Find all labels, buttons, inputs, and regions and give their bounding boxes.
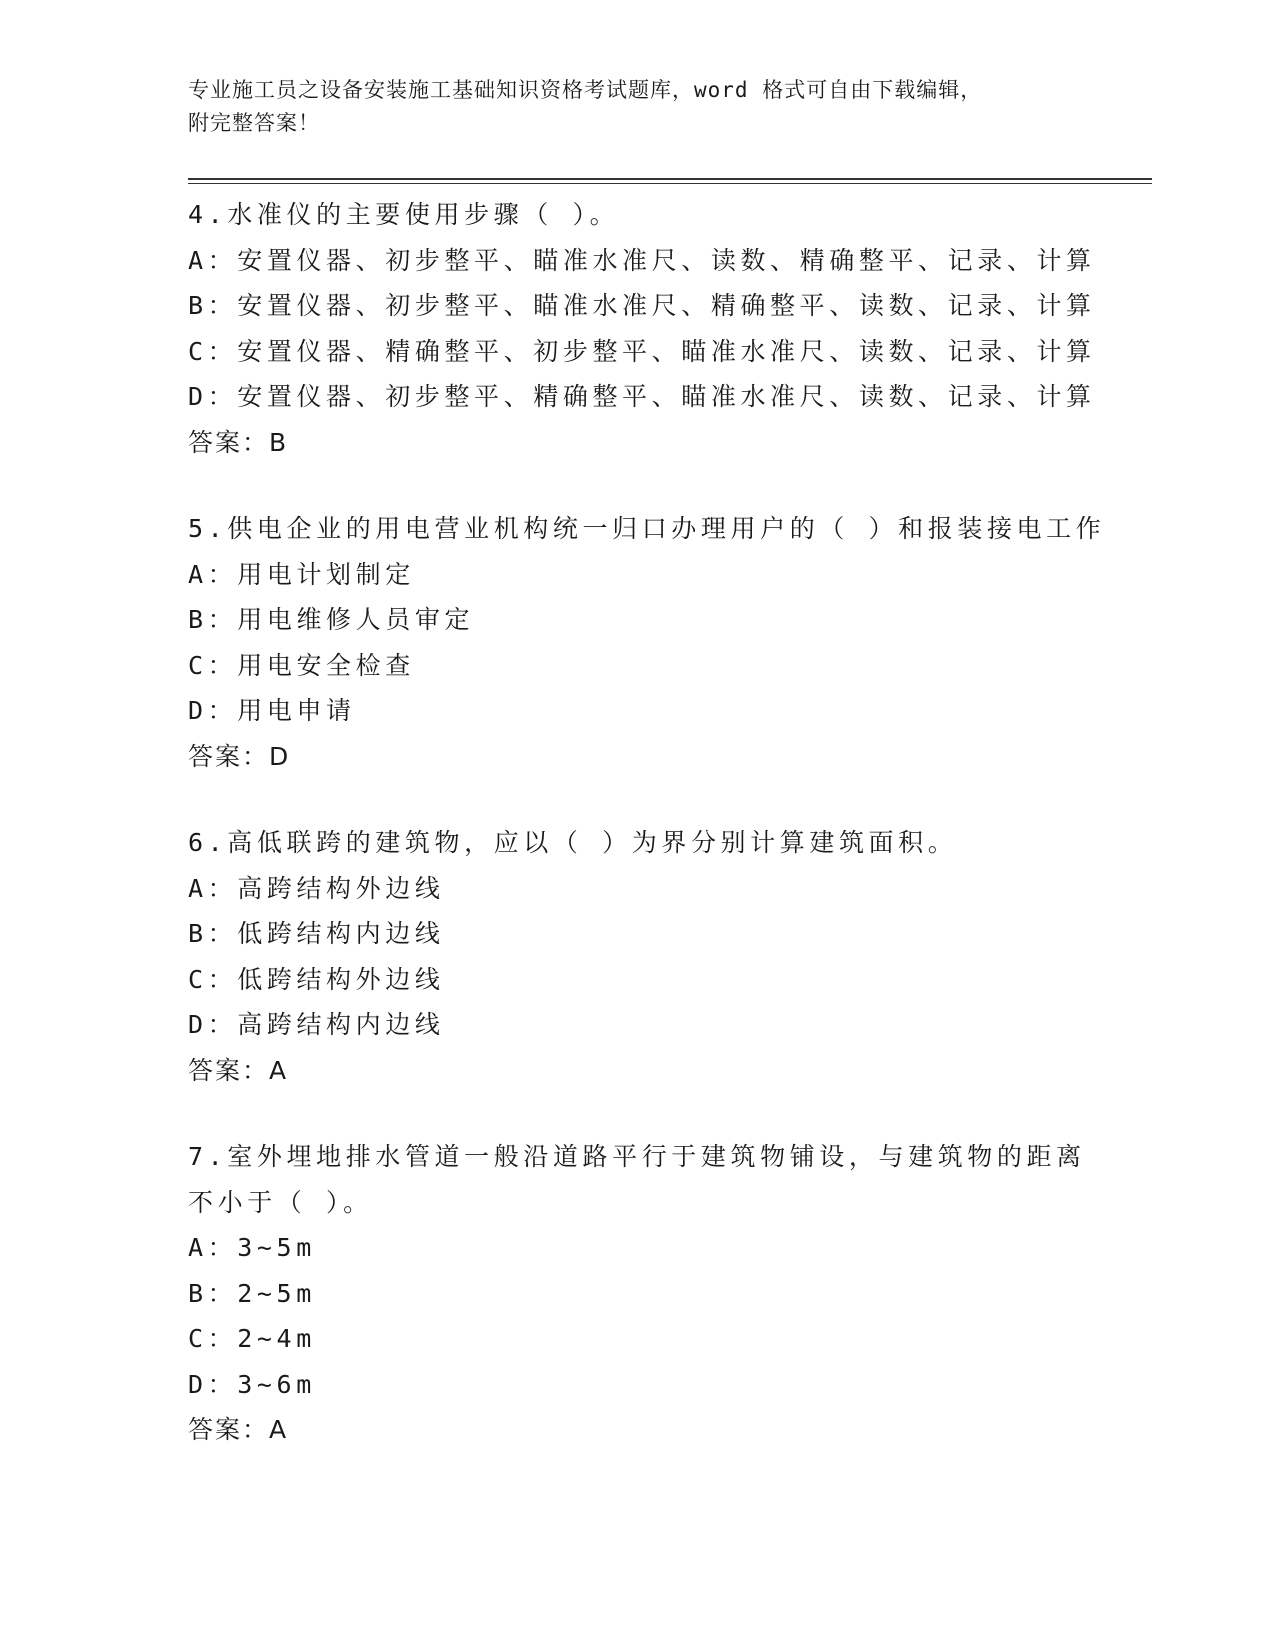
option-d: D：安置仪器、初步整平、精确整平、瞄准水准尺、读数、记录、计算 <box>188 382 1096 411</box>
answer-line: 答案：A <box>188 1055 289 1085</box>
option-b: B：低跨结构内边线 <box>188 919 445 948</box>
question-6 <box>188 820 1128 1093</box>
option-c: C：用电安全检查 <box>188 650 415 680</box>
option-c: C：2~4m <box>188 1324 316 1353</box>
option-b: B：2~5m <box>188 1278 316 1308</box>
option-b: B：安置仪器、初步整平、瞄准水准尺、精确整平、读数、记录、计算 <box>188 291 1096 320</box>
question-7 <box>188 1134 1128 1453</box>
question-list <box>188 192 1128 1494</box>
option-a: A：3~5m <box>188 1233 316 1262</box>
option-b: B：用电维修人员审定 <box>188 605 475 634</box>
answer-line: 答案：B <box>188 427 289 457</box>
option-a: A：高跨结构外边线 <box>188 873 445 903</box>
header-line-1: 专业施工员之设备安装施工基础知识资格考试题库，word 格式可自由下载编辑， <box>188 78 983 102</box>
question-stem: 5.供电企业的用电营业机构统一归口办理用户的（ ）和报装接电工作 <box>188 514 1106 543</box>
option-c: C：安置仪器、精确整平、初步整平、瞄准水准尺、读数、记录、计算 <box>188 336 1096 366</box>
option-d: D：用电申请 <box>188 696 356 725</box>
header-divider-thin <box>188 183 1152 184</box>
question-4 <box>188 192 1128 465</box>
question-stem-line-1: 7.室外埋地排水管道一般沿道路平行于建筑物铺设，与建筑物的距离 <box>188 1142 1086 1171</box>
question-stem: 4.水准仪的主要使用步骤（ ）。 <box>188 200 620 229</box>
option-a: A：用电计划制定 <box>188 559 415 589</box>
option-d: D：3~6m <box>188 1369 316 1399</box>
option-c: C：低跨结构外边线 <box>188 964 445 994</box>
document-header <box>188 74 1088 140</box>
header-line-2: 附完整答案！ <box>188 111 320 135</box>
option-d: D：高跨结构内边线 <box>188 1010 445 1039</box>
question-5 <box>188 506 1128 779</box>
option-a: A：安置仪器、初步整平、瞄准水准尺、读数、精确整平、记录、计算 <box>188 245 1096 275</box>
question-stem-line-2: 不小于（ ）。 <box>188 1187 373 1217</box>
answer-line: 答案：D <box>188 741 291 771</box>
header-divider-thick <box>188 178 1152 180</box>
question-stem: 6.高低联跨的建筑物，应以（ ）为界分别计算建筑面积。 <box>188 828 958 857</box>
answer-line: 答案：A <box>188 1415 289 1444</box>
